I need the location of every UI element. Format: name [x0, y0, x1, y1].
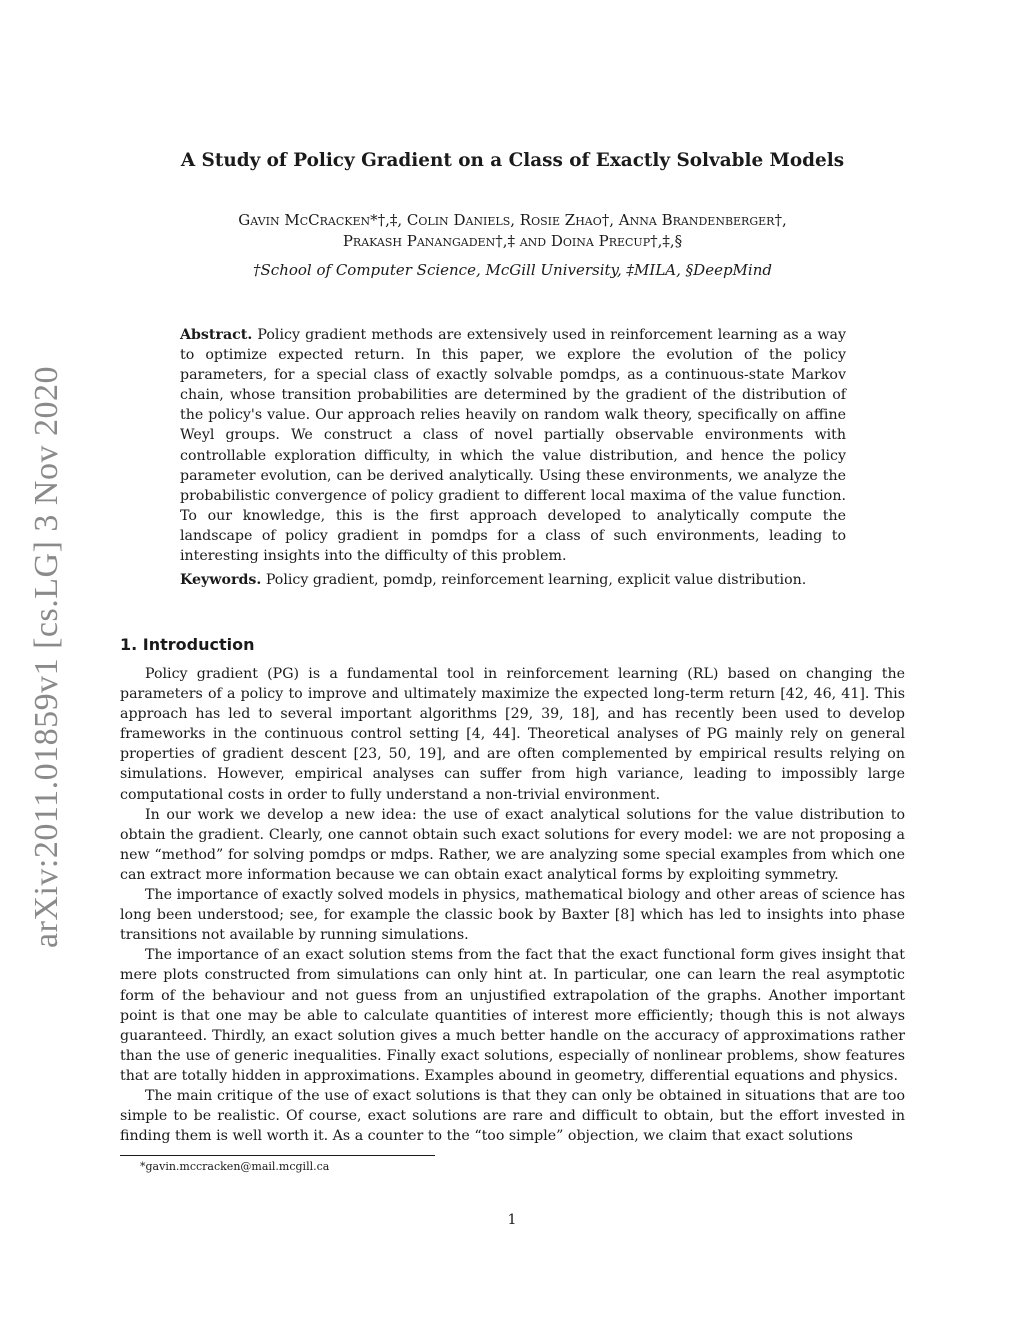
paragraph: In our work we develop a new idea: the use of exact analytical solutions for the value distribution to obtain the gradient. Clearly, one cannot obtain such exact solutions for every model: we are not proposing a new “method” for solving pomdps or mdps. Rather, we are analyzing some special examples from which one can extract more information because we can obtain exact analytical forms by exploiting symmetry.: [120, 806, 905, 883]
affiliations: †School of Computer Science, McGill University, ‡MILA, §DeepMind: [253, 261, 772, 279]
footnote-divider: [120, 1155, 435, 1156]
paper-title: A Study of Policy Gradient on a Class of Exactly Solvable Models: [180, 150, 845, 171]
keywords-label: Keywords.: [180, 572, 262, 588]
abstract-label: Abstract.: [180, 327, 253, 343]
page-number: 1: [507, 1212, 517, 1228]
keywords-text: Policy gradient, pomdp, reinforcement learning, explicit value distribution.: [265, 572, 807, 588]
footnote-email[interactable]: *gavin.mccracken@mail.mcgill.ca: [140, 1160, 330, 1173]
paragraph: The importance of an exact solution stems from the fact that the exact functional form gives insight that mere plots constructed from simulations can only hint at. In particular, one can learn the real asymptotic form of the behaviour and not guess from an unjustified extrapolation of the graphs. Another important point is that one may be able to calculate quantities of interest more efficiently; though this is not always guaranteed. Thirdly, an exact solution gives a much better handle on the accuracy of approximations rather than the use of generic inequalities. Finally exact solutions, especially of nonlinear problems, show features that are totally hidden in approximations. Examples abound in geometry, differential equations and physics.: [120, 947, 905, 1084]
author-list: [120, 210, 905, 252]
section-heading-introduction: 1. Introduction: [120, 635, 255, 654]
author-line-2: Prakash Panangaden†,‡ and Doina Precup†,‡,§: [342, 232, 683, 250]
paragraph: The main critique of the use of exact solutions is that they can only be obtained in situations that are too simple to be realistic. Of course, exact solutions are rare and difficult to obtain, but the effort invested in finding them is well worth it. As a counter to the “too simple” objection, we claim that exact solutions: [120, 1087, 905, 1145]
abstract: [180, 325, 846, 566]
introduction-body: [120, 664, 905, 1146]
author-line-1: Gavin McCracken*†,‡, Colin Daniels, Rosie Zhao†, Anna Brandenberger†,: [238, 211, 787, 229]
abstract-text: Policy gradient methods are extensively used in reinforcement learning as a way to optimize expected return. In this paper, we explore the evolution of the policy parameters, for a special class of exactly solvable pomdps, as a continuous-state Markov chain, whose transition probabilities are determined by the gradient of the distribution of the policy's value. Our approach relies heavily on random walk theory, specifically on affine Weyl groups. We construct a class of novel partially observable environments with controllable exploration difficulty, in which the value distribution, and hence the policy parameter evolution, can be derived analytically. Using these environments, we analyze the probabilistic convergence of policy gradient to different local maxima of the value function. To our knowledge, this is the first approach developed to analytically compute the landscape of policy gradient in pomdps for a class of such environments, leading to interesting insights into the difficulty of this problem.: [180, 327, 846, 565]
paragraph: The importance of exactly solved models in physics, mathematical biology and other areas of science has long been understood; see, for example the classic book by Baxter [8] which has led to insights into phase transitions not available by running simulations.: [120, 887, 905, 944]
keywords: [180, 570, 846, 590]
arxiv-identifier-watermark[interactable]: arXiv:2011.01859v1 [cs.LG] 3 Nov 2020: [28, 366, 65, 949]
paragraph: Policy gradient (PG) is a fundamental tool in reinforcement learning (RL) based on changing the parameters of a policy to improve and ultimately maximize the expected long-term return [42, 46, 41]. This approach has led to several important algorithms [29, 39, 18], and has recently been used to develop frameworks in the continuous control setting [4, 44]. Theoretical analyses of PG mainly rely on general properties of gradient descent [23, 50, 19], and are often complemented by empirical results relying on simulations. However, empirical analyses can suffer from high variance, leading to impossibly large computational costs in order to fully understand a non-trivial environment.: [120, 666, 905, 803]
